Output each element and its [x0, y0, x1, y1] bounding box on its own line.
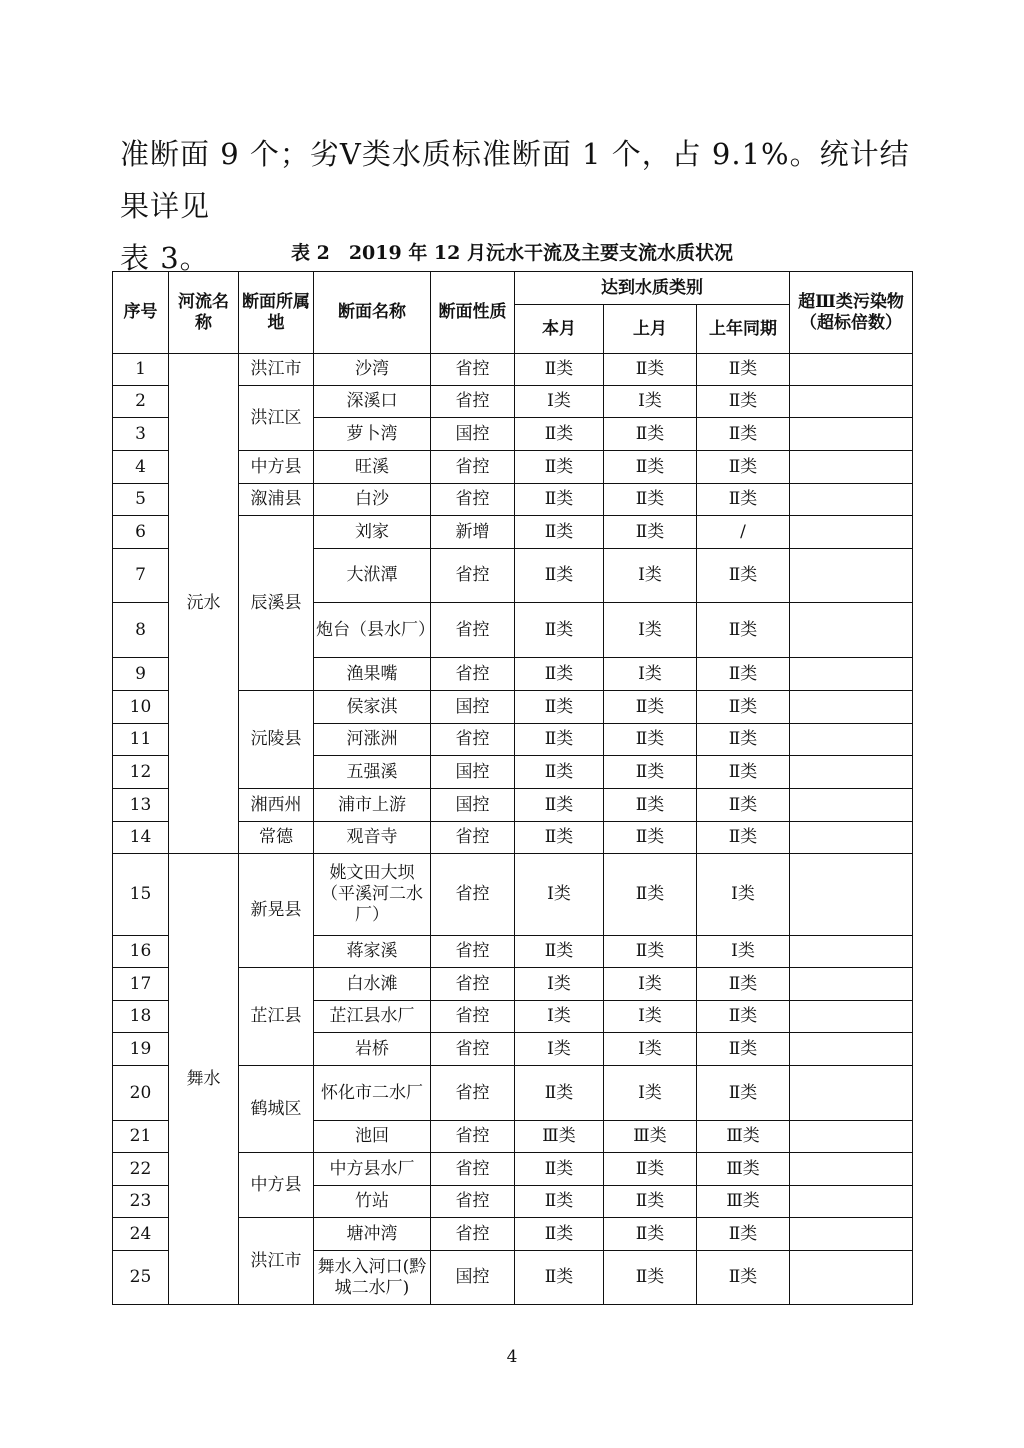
cell-river: 沅水: [169, 354, 239, 854]
cell-last-year: Ⅱ类: [697, 603, 790, 658]
cell-section-name: 观音寺: [314, 822, 431, 854]
header-location: 断面所属地: [239, 272, 314, 354]
cell-exceed: [790, 822, 913, 854]
cell-section-name: 侯家淇: [314, 691, 431, 724]
cell-section-name: 姚文田大坝（平溪河二水厂）: [314, 854, 431, 936]
cell-this-month: Ⅲ类: [515, 1121, 604, 1153]
cell-section-name: 怀化市二水厂: [314, 1066, 431, 1121]
cell-this-month: Ⅱ类: [515, 451, 604, 484]
cell-seq: 3: [113, 418, 169, 451]
cell-last-month: Ⅰ类: [604, 549, 697, 603]
cell-seq: 4: [113, 451, 169, 484]
cell-section-name: 白沙: [314, 484, 431, 516]
table-row: [113, 854, 913, 936]
cell-last-month: Ⅱ类: [604, 451, 697, 484]
cell-nature: 省控: [431, 1121, 515, 1153]
cell-exceed: [790, 1153, 913, 1186]
cell-exceed: [790, 1186, 913, 1218]
cell-this-month: Ⅰ类: [515, 1001, 604, 1033]
cell-nature: 省控: [431, 1066, 515, 1121]
cell-last-month: Ⅱ类: [604, 1186, 697, 1218]
cell-seq: 25: [113, 1251, 169, 1305]
cell-last-year: Ⅲ类: [697, 1153, 790, 1186]
cell-seq: 7: [113, 549, 169, 603]
cell-exceed: [790, 1121, 913, 1153]
cell-last-month: Ⅱ类: [604, 756, 697, 789]
cell-this-month: Ⅱ类: [515, 822, 604, 854]
cell-section-name: 深溪口: [314, 386, 431, 418]
cell-exceed: [790, 386, 913, 418]
cell-last-year: Ⅱ类: [697, 1251, 790, 1305]
cell-last-month: Ⅱ类: [604, 724, 697, 756]
cell-last-month: Ⅰ类: [604, 603, 697, 658]
cell-last-year: Ⅱ类: [697, 1001, 790, 1033]
cell-last-year: Ⅱ类: [697, 386, 790, 418]
cell-nature: 省控: [431, 1153, 515, 1186]
cell-last-month: Ⅲ类: [604, 1121, 697, 1153]
cell-nature: 省控: [431, 854, 515, 936]
cell-seq: 19: [113, 1033, 169, 1066]
cell-exceed: [790, 603, 913, 658]
cell-last-year: Ⅱ类: [697, 756, 790, 789]
cell-location: 常德: [239, 822, 314, 854]
cell-this-month: Ⅱ类: [515, 354, 604, 386]
cell-this-month: Ⅱ类: [515, 418, 604, 451]
cell-last-year: /: [697, 516, 790, 549]
cell-exceed: [790, 418, 913, 451]
cell-last-month: Ⅱ类: [604, 936, 697, 968]
cell-section-name: 中方县水厂: [314, 1153, 431, 1186]
cell-exceed: [790, 724, 913, 756]
cell-section-name: 渔果嘴: [314, 658, 431, 691]
cell-last-year: Ⅱ类: [697, 418, 790, 451]
cell-this-month: Ⅱ类: [515, 516, 604, 549]
cell-seq: 14: [113, 822, 169, 854]
cell-exceed: [790, 516, 913, 549]
cell-section-name: 岩桥: [314, 1033, 431, 1066]
cell-last-month: Ⅰ类: [604, 658, 697, 691]
table-body: [113, 354, 913, 1305]
cell-section-name: 大洑潭: [314, 549, 431, 603]
cell-last-month: Ⅰ类: [604, 1066, 697, 1121]
cell-seq: 17: [113, 968, 169, 1001]
cell-section-name: 浦市上游: [314, 789, 431, 822]
cell-this-month: Ⅰ类: [515, 968, 604, 1001]
cell-last-month: Ⅰ类: [604, 1033, 697, 1066]
cell-seq: 18: [113, 1001, 169, 1033]
cell-nature: 省控: [431, 822, 515, 854]
cell-exceed: [790, 658, 913, 691]
cell-section-name: 河涨洲: [314, 724, 431, 756]
cell-seq: 24: [113, 1218, 169, 1251]
cell-seq: 10: [113, 691, 169, 724]
cell-last-month: Ⅱ类: [604, 484, 697, 516]
cell-last-month: Ⅱ类: [604, 1218, 697, 1251]
cell-seq: 6: [113, 516, 169, 549]
cell-nature: 国控: [431, 789, 515, 822]
cell-this-month: Ⅱ类: [515, 658, 604, 691]
cell-exceed: [790, 451, 913, 484]
paragraph-line-1: 准断面 9 个；劣Ⅴ类水质标准断面 1 个，占 9.1%。统计结果详见: [120, 137, 910, 223]
cell-nature: 国控: [431, 418, 515, 451]
cell-last-year: Ⅱ类: [697, 1033, 790, 1066]
cell-exceed: [790, 1066, 913, 1121]
cell-last-year: Ⅱ类: [697, 484, 790, 516]
cell-nature: 新增: [431, 516, 515, 549]
cell-last-year: Ⅰ类: [697, 936, 790, 968]
cell-last-year: Ⅱ类: [697, 451, 790, 484]
cell-location: 鹤城区: [239, 1066, 314, 1153]
cell-section-name: 芷江县水厂: [314, 1001, 431, 1033]
cell-last-month: Ⅱ类: [604, 1153, 697, 1186]
cell-nature: 省控: [431, 386, 515, 418]
cell-exceed: [790, 354, 913, 386]
cell-location: 芷江县: [239, 968, 314, 1066]
cell-last-year: Ⅱ类: [697, 1066, 790, 1121]
cell-last-month: Ⅱ类: [604, 691, 697, 724]
cell-seq: 16: [113, 936, 169, 968]
cell-exceed: [790, 854, 913, 936]
water-quality-table: [112, 271, 913, 1305]
cell-seq: 11: [113, 724, 169, 756]
cell-seq: 2: [113, 386, 169, 418]
cell-exceed: [790, 549, 913, 603]
header-nature: 断面性质: [431, 272, 515, 354]
cell-last-year: Ⅱ类: [697, 1218, 790, 1251]
cell-last-year: Ⅱ类: [697, 354, 790, 386]
cell-nature: 省控: [431, 484, 515, 516]
header-section: 断面名称: [314, 272, 431, 354]
cell-this-month: Ⅰ类: [515, 1033, 604, 1066]
cell-exceed: [790, 968, 913, 1001]
cell-nature: 省控: [431, 658, 515, 691]
cell-location: 辰溪县: [239, 516, 314, 691]
cell-section-name: 竹站: [314, 1186, 431, 1218]
header-last-year: 上年同期: [697, 305, 790, 354]
header-exceed: 超Ⅲ类污染物（超标倍数）: [790, 272, 913, 354]
cell-river: 舞水: [169, 854, 239, 1305]
cell-section-name: 炮台（县水厂）: [314, 603, 431, 658]
cell-nature: 省控: [431, 603, 515, 658]
cell-section-name: 沙湾: [314, 354, 431, 386]
cell-seq: 9: [113, 658, 169, 691]
page-number: 4: [506, 1347, 518, 1367]
cell-section-name: 白水滩: [314, 968, 431, 1001]
cell-section-name: 舞水入河口(黔城二水厂): [314, 1251, 431, 1305]
cell-nature: 国控: [431, 691, 515, 724]
cell-exceed: [790, 1001, 913, 1033]
cell-nature: 国控: [431, 756, 515, 789]
cell-last-month: Ⅱ类: [604, 354, 697, 386]
cell-nature: 省控: [431, 354, 515, 386]
cell-exceed: [790, 789, 913, 822]
cell-seq: 12: [113, 756, 169, 789]
cell-last-year: Ⅱ类: [697, 968, 790, 1001]
cell-last-year: Ⅲ类: [697, 1121, 790, 1153]
table-caption: 表 2 2019 年 12 月沅水干流及主要支流水质状况: [290, 242, 733, 264]
cell-section-name: 旺溪: [314, 451, 431, 484]
cell-last-month: Ⅱ类: [604, 516, 697, 549]
header-river: 河流名称: [169, 272, 239, 354]
cell-nature: 省控: [431, 451, 515, 484]
cell-this-month: Ⅱ类: [515, 756, 604, 789]
cell-this-month: Ⅱ类: [515, 1218, 604, 1251]
header-seq: 序号: [113, 272, 169, 354]
cell-exceed: [790, 1251, 913, 1305]
cell-exceed: [790, 1033, 913, 1066]
cell-nature: 省控: [431, 1001, 515, 1033]
cell-this-month: Ⅱ类: [515, 789, 604, 822]
cell-nature: 省控: [431, 549, 515, 603]
cell-location: 沅陵县: [239, 691, 314, 789]
cell-location: 溆浦县: [239, 484, 314, 516]
cell-nature: 省控: [431, 1218, 515, 1251]
cell-nature: 省控: [431, 1033, 515, 1066]
cell-last-month: Ⅱ类: [604, 822, 697, 854]
cell-location: 洪江市: [239, 1218, 314, 1305]
cell-this-month: Ⅱ类: [515, 603, 604, 658]
cell-last-month: Ⅱ类: [604, 789, 697, 822]
cell-exceed: [790, 691, 913, 724]
cell-section-name: 萝卜湾: [314, 418, 431, 451]
header-this-month: 本月: [515, 305, 604, 354]
cell-this-month: Ⅱ类: [515, 724, 604, 756]
cell-location: 中方县: [239, 1153, 314, 1218]
cell-location: 洪江区: [239, 386, 314, 451]
cell-section-name: 池回: [314, 1121, 431, 1153]
cell-nature: 省控: [431, 968, 515, 1001]
cell-location: 洪江市: [239, 354, 314, 386]
cell-this-month: Ⅱ类: [515, 484, 604, 516]
cell-this-month: Ⅱ类: [515, 1066, 604, 1121]
cell-nature: 省控: [431, 724, 515, 756]
cell-last-year: Ⅱ类: [697, 691, 790, 724]
header-quality-group: 达到水质类别: [515, 272, 790, 305]
cell-this-month: Ⅱ类: [515, 549, 604, 603]
cell-this-month: Ⅱ类: [515, 1153, 604, 1186]
cell-seq: 22: [113, 1153, 169, 1186]
cell-section-name: 五强溪: [314, 756, 431, 789]
cell-seq: 15: [113, 854, 169, 936]
cell-exceed: [790, 1218, 913, 1251]
cell-last-year: Ⅱ类: [697, 549, 790, 603]
cell-this-month: Ⅱ类: [515, 936, 604, 968]
cell-last-month: Ⅰ类: [604, 386, 697, 418]
cell-seq: 13: [113, 789, 169, 822]
cell-location: 新晃县: [239, 854, 314, 968]
cell-seq: 20: [113, 1066, 169, 1121]
cell-this-month: Ⅱ类: [515, 1251, 604, 1305]
cell-exceed: [790, 484, 913, 516]
cell-exceed: [790, 936, 913, 968]
cell-nature: 省控: [431, 936, 515, 968]
cell-last-year: Ⅲ类: [697, 1186, 790, 1218]
cell-nature: 省控: [431, 1186, 515, 1218]
header-last-month: 上月: [604, 305, 697, 354]
cell-this-month: Ⅱ类: [515, 691, 604, 724]
cell-this-month: Ⅱ类: [515, 1186, 604, 1218]
cell-last-year: Ⅱ类: [697, 822, 790, 854]
cell-this-month: Ⅰ类: [515, 386, 604, 418]
cell-seq: 23: [113, 1186, 169, 1218]
cell-location: 中方县: [239, 451, 314, 484]
cell-section-name: 塘冲湾: [314, 1218, 431, 1251]
cell-seq: 8: [113, 603, 169, 658]
cell-last-month: Ⅰ类: [604, 1001, 697, 1033]
cell-last-month: Ⅱ类: [604, 854, 697, 936]
cell-last-year: Ⅱ类: [697, 789, 790, 822]
cell-last-month: Ⅰ类: [604, 968, 697, 1001]
cell-last-month: Ⅱ类: [604, 1251, 697, 1305]
cell-nature: 国控: [431, 1251, 515, 1305]
cell-seq: 21: [113, 1121, 169, 1153]
cell-this-month: Ⅰ类: [515, 854, 604, 936]
cell-exceed: [790, 756, 913, 789]
cell-last-year: Ⅱ类: [697, 658, 790, 691]
cell-last-month: Ⅱ类: [604, 418, 697, 451]
cell-section-name: 蒋家溪: [314, 936, 431, 968]
cell-last-year: Ⅱ类: [697, 724, 790, 756]
cell-location: 湘西州: [239, 789, 314, 822]
cell-seq: 5: [113, 484, 169, 516]
cell-last-year: Ⅰ类: [697, 854, 790, 936]
cell-section-name: 刘家: [314, 516, 431, 549]
cell-seq: 1: [113, 354, 169, 386]
paragraph-line-2: 表 3。: [120, 241, 210, 275]
table-row: [113, 354, 913, 386]
